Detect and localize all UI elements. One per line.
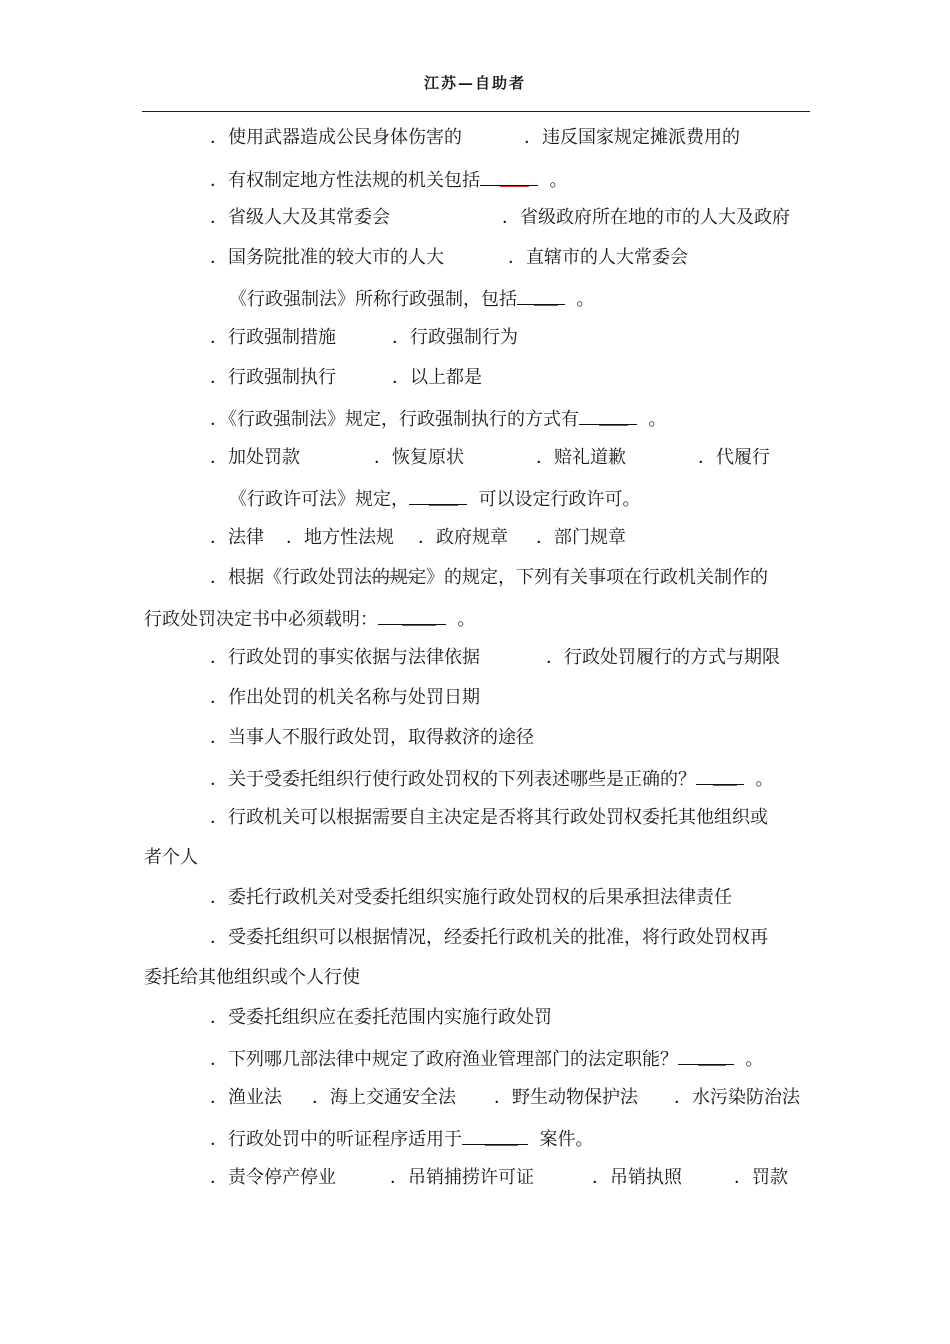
option-text: ．地方性法规 (286, 527, 394, 548)
option-text: ．省级人大及其常委会 (210, 207, 390, 228)
question-end: 。 (549, 170, 568, 191)
question-end: 。 (755, 769, 774, 790)
answer-blank (462, 1126, 528, 1145)
question-end: 。 (745, 1049, 764, 1070)
option-text: ．赔礼道歉 (536, 447, 626, 468)
option-text: ．行政处罚履行的方式与期限 (546, 647, 780, 668)
question-line (229, 286, 594, 312)
answer-blank (409, 486, 467, 505)
option-text: ．法律 (210, 527, 264, 548)
option-text: ．以上都是 (392, 367, 482, 388)
option-text: ．行政机关可以根据需要自主决定是否将其行政处罚权委托其他组织或 (210, 807, 768, 828)
option-text: ．加处罚款 (210, 447, 300, 468)
question-line (210, 1046, 763, 1072)
question-line (210, 766, 773, 792)
question-line (210, 566, 768, 590)
answer-blank (517, 286, 565, 305)
option-text: ．委托行政机关对受委托组织实施行政处罚权的后果承担法律责任 (210, 887, 732, 908)
question-end: 。 (576, 289, 595, 310)
option-text: 者个人 (144, 847, 198, 868)
option-text: ．责令停产停业 (210, 1167, 336, 1188)
question-text: ．有权制定地方性法规的机关包括 (210, 170, 480, 191)
option-text: ．吊销执照 (592, 1167, 682, 1188)
option-text: ．渔业法 (210, 1087, 282, 1108)
option-text: ．使用武器造成公民身体伤害的 (210, 127, 462, 148)
option-text: ．直辖市的人大常委会 (508, 247, 688, 268)
option-text: ．政府规章 (418, 527, 508, 548)
question-line (229, 486, 640, 512)
option-text: ．受委托组织应在委托范围内实施行政处罚 (210, 1007, 552, 1028)
page-header-title: 江苏—自助者 (423, 74, 526, 92)
question-end: 案件。 (539, 1129, 594, 1150)
deleted-text: 的规定 (372, 567, 426, 588)
option-text: ．受委托组织可以根据情况，经委托行政机关的批准，将行政处罚权再 (210, 927, 768, 948)
question-text: ．《行政强制法》规定，行政强制执行的方式有 (210, 409, 579, 430)
answer-blank (579, 406, 637, 425)
option-text: ．水污染防治法 (674, 1087, 800, 1108)
question-text: 》的规定，下列有关事项在行政机关制作的 (426, 567, 768, 588)
option-text: ．作出处罚的机关名称与处罚日期 (210, 687, 480, 708)
question-end: 。 (648, 409, 667, 430)
question-end: 。 (457, 609, 476, 630)
question-end: 可以设定行政许可。 (478, 489, 641, 510)
question-text: 《行政强制法》所称行政强制，包括 (229, 289, 517, 310)
question-line (210, 406, 666, 432)
question-text: ．关于受委托组织行使行政处罚权的下列表述哪些是正确的？ (210, 769, 696, 790)
header-divider (142, 111, 810, 112)
question-line (210, 167, 567, 193)
question-text: 《行政许可法》规定， (229, 489, 409, 510)
option-text: ．当事人不服行政处罚，取得救济的途径 (210, 727, 534, 748)
answer-blank (378, 606, 446, 625)
option-text: ．违反国家规定摊派费用的 (524, 127, 740, 148)
answer-blank (696, 766, 744, 785)
option-text: 委托给其他组织或个人行使 (144, 967, 360, 988)
option-text: ．恢复原状 (374, 447, 464, 468)
option-text: ．罚款 (734, 1167, 788, 1188)
question-text: ．根据《行政处罚法 (210, 567, 372, 588)
option-text: ．行政强制执行 (210, 367, 336, 388)
option-text: ．部门规章 (536, 527, 626, 548)
option-text: ．行政强制措施 (210, 327, 336, 348)
option-text: ．国务院批准的较大市的人大 (210, 247, 444, 268)
question-text: 行政处罚决定书中必须载明： (144, 609, 378, 630)
option-text: ．省级政府所在地的市的人大及政府 (502, 207, 790, 228)
answer-blank (480, 167, 538, 186)
option-text: ．代履行 (698, 447, 770, 468)
question-line (210, 1126, 593, 1152)
option-text: ．吊销捕捞许可证 (390, 1167, 534, 1188)
option-text: ．行政处罚的事实依据与法律依据 (210, 647, 480, 668)
question-line (144, 606, 475, 632)
answer-blank (678, 1046, 734, 1065)
option-text: ．野生动物保护法 (494, 1087, 638, 1108)
option-text: ．海上交通安全法 (312, 1087, 456, 1108)
option-text: ．行政强制行为 (392, 327, 518, 348)
question-text: ．行政处罚中的听证程序适用于 (210, 1129, 462, 1150)
question-text: ．下列哪几部法律中规定了政府渔业管理部门的法定职能？ (210, 1049, 678, 1070)
